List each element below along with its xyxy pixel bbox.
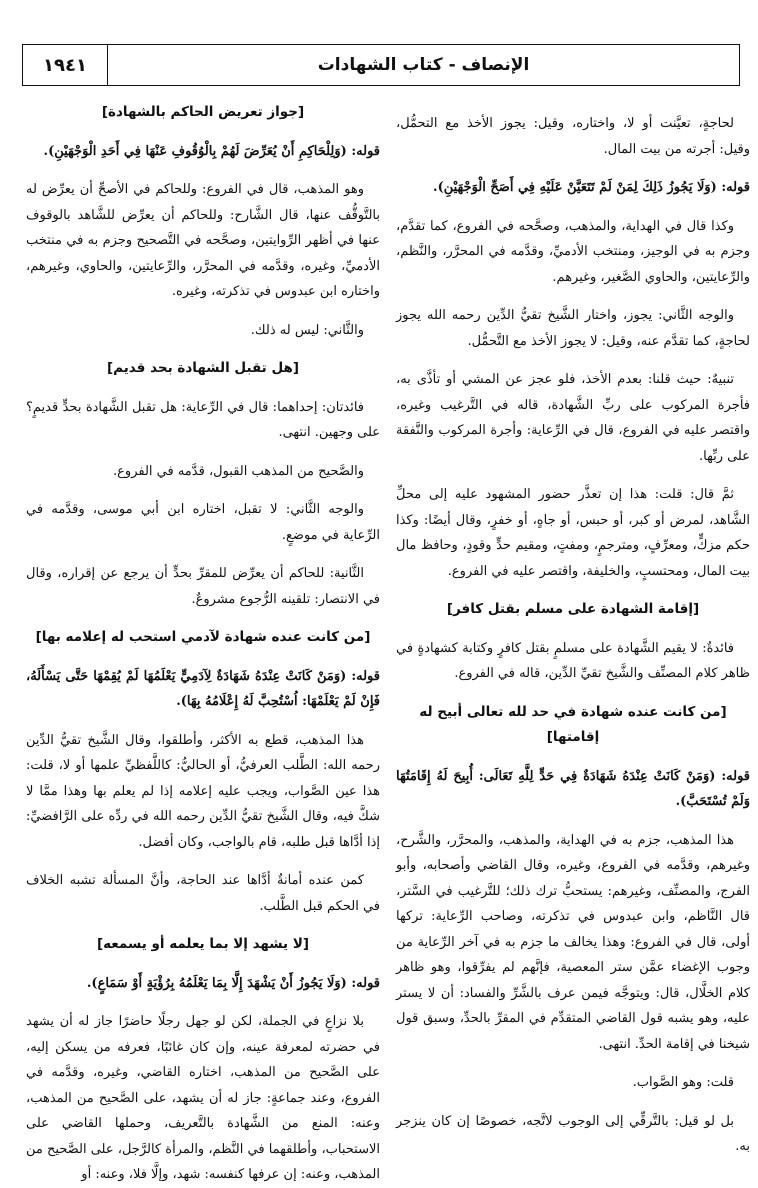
paragraph: قلت: وهو الصَّواب. (632, 1075, 734, 1090)
quoted-matn: قوله: (وَمَنْ كَانَتْ عِنْدَهُ شَهَادَةٌ فِي حَدٍّ لِلَّهِ تَعَالَى: أُبِيحَ لَهُ إِقَامَتُهَا وَلَمْ تُسْتَحَبَّ). (396, 768, 750, 809)
paragraph: هذا المذهب، جزم به في الهداية، والمذهب، والمحرَّر، والشَّرح، وغيرهم، وقدَّمه في الفروع، وغيره، وقال القاضي وأصحابه، وأبو الفرج، والمصنِّف، وغيرهم: يستحبُّ ترك ذلك؛ للتَّرغيب في السَّتر، قال النَّاظم، وابن عبدوس في تذكرته، وصاحب الرِّعاية: تركها أولى، قال في الفروع: وهذا يخالف ما جزم به في آخر الرِّعاية من وجوب الإغضاء عمَّن ستر المعصية، فإنَّهم لم يفرِّقوا، وهو ظاهر كلام الخلَّال، قال: ويتوجَّه فيمن عرف بالشَّرِّ والفساد: أن لا يستر عليه، وهو يشبه قول القاضي المتقدِّم في المقرِّ بالحدِّ، وسبق قول شيخنا في إقامة الحدِّ. انتهى. (396, 832, 750, 1052)
quoted-matn: قوله: (وَلَا يَجُوزُ أَنْ يَشْهَدَ إِلَّا بِمَا يَعْلَمُهُ بِرُؤْيَةٍ أَوْ سَمَاعٍ). (86, 975, 380, 991)
paragraph: والوجه الثَّاني: لا تقبل، اختاره ابن أبي موسى، وقدَّمه في الرِّعاية في موضعٍ. (26, 502, 380, 543)
section-heading: [من كانت عنده شهادة لآدمي استحب له إعلامه بها] (35, 629, 371, 645)
paragraph: هذا المذهب، قطع به الأكثر، وأطلقوا، وقال الشَّيخ تقيُّ الدِّين رحمه الله: الطَّلب العرفيُّ، أو الحاليُّ: كاللَّفظيِّ علمها أو لا، قلت: هذا عين الصَّواب، ويجب عليه إعلامه إذا لم يعلم بها وهذا ممَّا لا شكَّ فيه، وقال الشَّيخ تقيُّ الدِّين رحمه الله في ردِّه على الرَّافضيِّ: إذا أدَّاها قبل طلبه، قام بالواجب، وكان أفضل. (26, 732, 380, 850)
paragraph: الثَّانية: للحاكم أن يعرِّض للمقرِّ بحدٍّ أن يرجع عن إقراره، وقال في الانتصار: تلقينه الرُّجوع مشروعٌ. (26, 566, 380, 607)
paragraph: بل لو قيل: بالتَّرقِّي إلى الوجوب لاتَّجه، خصوصًا إن كان ينزجر به. (396, 1113, 750, 1154)
paragraph: كمن عنده أمانةٌ أدَّاها عند الحاجة، وأنَّ المسألة تشبه الخلاف في الحكم قبل الطَّلب. (26, 873, 380, 914)
section-heading: [جواز تعريض الحاكم بالشهادة] (101, 104, 305, 120)
paragraph: والصَّحيح من المذهب القبول، قدَّمه في الفروع. (113, 463, 364, 479)
section-heading: [إقامة الشهادة على مسلم بقتل كافر] (446, 601, 700, 617)
paragraph: وكذا قال في الهداية، والمذهب، وصحَّحه في الفروع، كما تقدَّم، وجزم به في الوجيز، ومنتخب الأدميِّ، وقدَّمه في المحرَّر، والنَّظم، والرِّعايتين، والحاوي الصَّغير، وغيرهم. (396, 218, 750, 285)
section-heading: [هل تقبل الشهادة بحد قديم] (106, 360, 300, 376)
right-column (396, 98, 750, 1154)
section-heading: [لا يشهد إلا بما يعلمه أو يسمعه] (96, 936, 310, 952)
paragraph: بلا نزاعٍ في الجملة، لكن لو جهل رجلًا حاضرًا جاز له أن يشهد في حضرته لمعرفة عينه، وإن كان غائبًا، فعرفه من يسكن إليه، على الصَّحيح من المذهب، اختاره القاضي، وغيره، وقدَّمه في الفروع، وعند جماعةٍ: جاز له أن يشهد، على الصَّحيح من المذهب، وعنه: المنع من الشَّهادة بالتَّعريف، وحملها القاضي على الاستحباب، وأطلقهما في النَّظم، والمرأة كالرَّجل، على الصَّحيح من المذهب، وعنه: إن عرفها كنفسه: شهد، وإلَّا فلا، وعنه: أو (26, 1014, 380, 1182)
paragraph: فائدتان: إحداهما: قال في الرِّعاية: هل تقبل الشَّهادة بحدٍّ قديمٍ؟ على وجهين. انتهى. (26, 399, 380, 440)
paragraph: وهو المذهب، قال في الفروع: وللحاكم في الأصحِّ أن يعرِّض له بالتَّوقُّف عنها، قال الشَّارح: وللحاكم أن يعرِّض للشَّاهد بالوقوف عنها في أظهر الرِّوايتين، وصحَّحه في التَّصحيح وجزم به في منتخب الأدميِّ، وغيره، وقدَّمه في المحرَّر، والرِّعايتين، والحاوي، وغيرهم، واختاره ابن عبدوس في تذكرته، وغيره. (26, 182, 380, 299)
quoted-matn: قوله: (وَلَا يَجُوزُ ذَلِكَ لِمَنْ لَمْ تَتَعَيَّنْ عَلَيْهِ فِي أَصَحِّ الْوَجْهَيْنِ). (433, 180, 750, 195)
left-column (26, 98, 380, 1182)
paragraph: والوجه الثَّاني: يجوز، واختار الشَّيخ تقيُّ الدِّين رحمه الله يجوز لحاجةٍ، كما تقدَّم عنه، وقيل: لا يجوز الأخذ مع التَّحمُّل. (396, 308, 750, 349)
running-title: الإنصاف - كتاب الشهادات (317, 55, 530, 75)
paragraph: لحاجةٍ، تعيَّنت أو لا، واختاره، وقيل: يجوز الأخذ مع التحمُّل، وقيل: أجرته من بيت المال. (396, 116, 750, 157)
page-number: ١٩٤١ (23, 45, 108, 85)
quoted-matn: قوله: (وَمَنْ كَانَتْ عِنْدَهُ شَهَادَةٌ لِآدَمِيٍّ يَعْلَمُهَا لَمْ يُقِمْهَا حَتَّى يَسْأَلَهُ، فَإِنْ لَمْ يَعْلَمْهَا: اُسْتُحِبَّ لَهُ إِعْلَامُهُ بِهَا). (26, 668, 380, 709)
paragraph: والثَّاني: ليس له ذلك. (250, 322, 364, 338)
quoted-matn: قوله: (وَلِلْحَاكِمِ أَنْ يُعَرِّضَ لَهُمْ بِالْوُقُوفِ عَنْهَا فِي أَحَدِ الْوَجْهَيْنِ). (43, 143, 380, 159)
paragraph: فائدةٌ: لا يقيم الشَّهادة على مسلمٍ بقتل كافرٍ وكتابة كشهادةٍ في ظاهر كلام المصنِّف والشَّيخ تقيِّ الدِّين، قاله في الفروع. (396, 640, 750, 681)
paragraph: ثمَّ قال: قلت: هذا إن تعذَّر حضور المشهود عليه إلى محلِّ الشَّاهد، لمرض أو كبر، أو حبس، أو جاهٍ، أو خفرٍ، وقال أيضًا: وكذا حكم مزكٍّ، ومعرِّفٍ، ومترجمٍ، ومفتٍ، ومقيم حدٍّ وقودٍ، وحافظ مال بيت المال، ومحتسبٍ، والخليفة، واقتصر عليه في الفروع. (396, 487, 750, 579)
page-header (22, 44, 740, 86)
paragraph: تنبيهٌ: حيث قلنا: بعدم الأخذ، فلو عجز عن المشي أو تأذَّى به، فأجرة المركوب على ربِّ الشَّهادة، قاله في التَّرغيب وغيره، واقتصر عليه في الفروع، قال في الرِّعاية: وأجرة المركوب والنَّفقة على ربِّها. (396, 372, 750, 464)
section-heading: [من كانت عنده شهادة في حد لله تعالى أبيح له إقامتها] (419, 703, 727, 745)
